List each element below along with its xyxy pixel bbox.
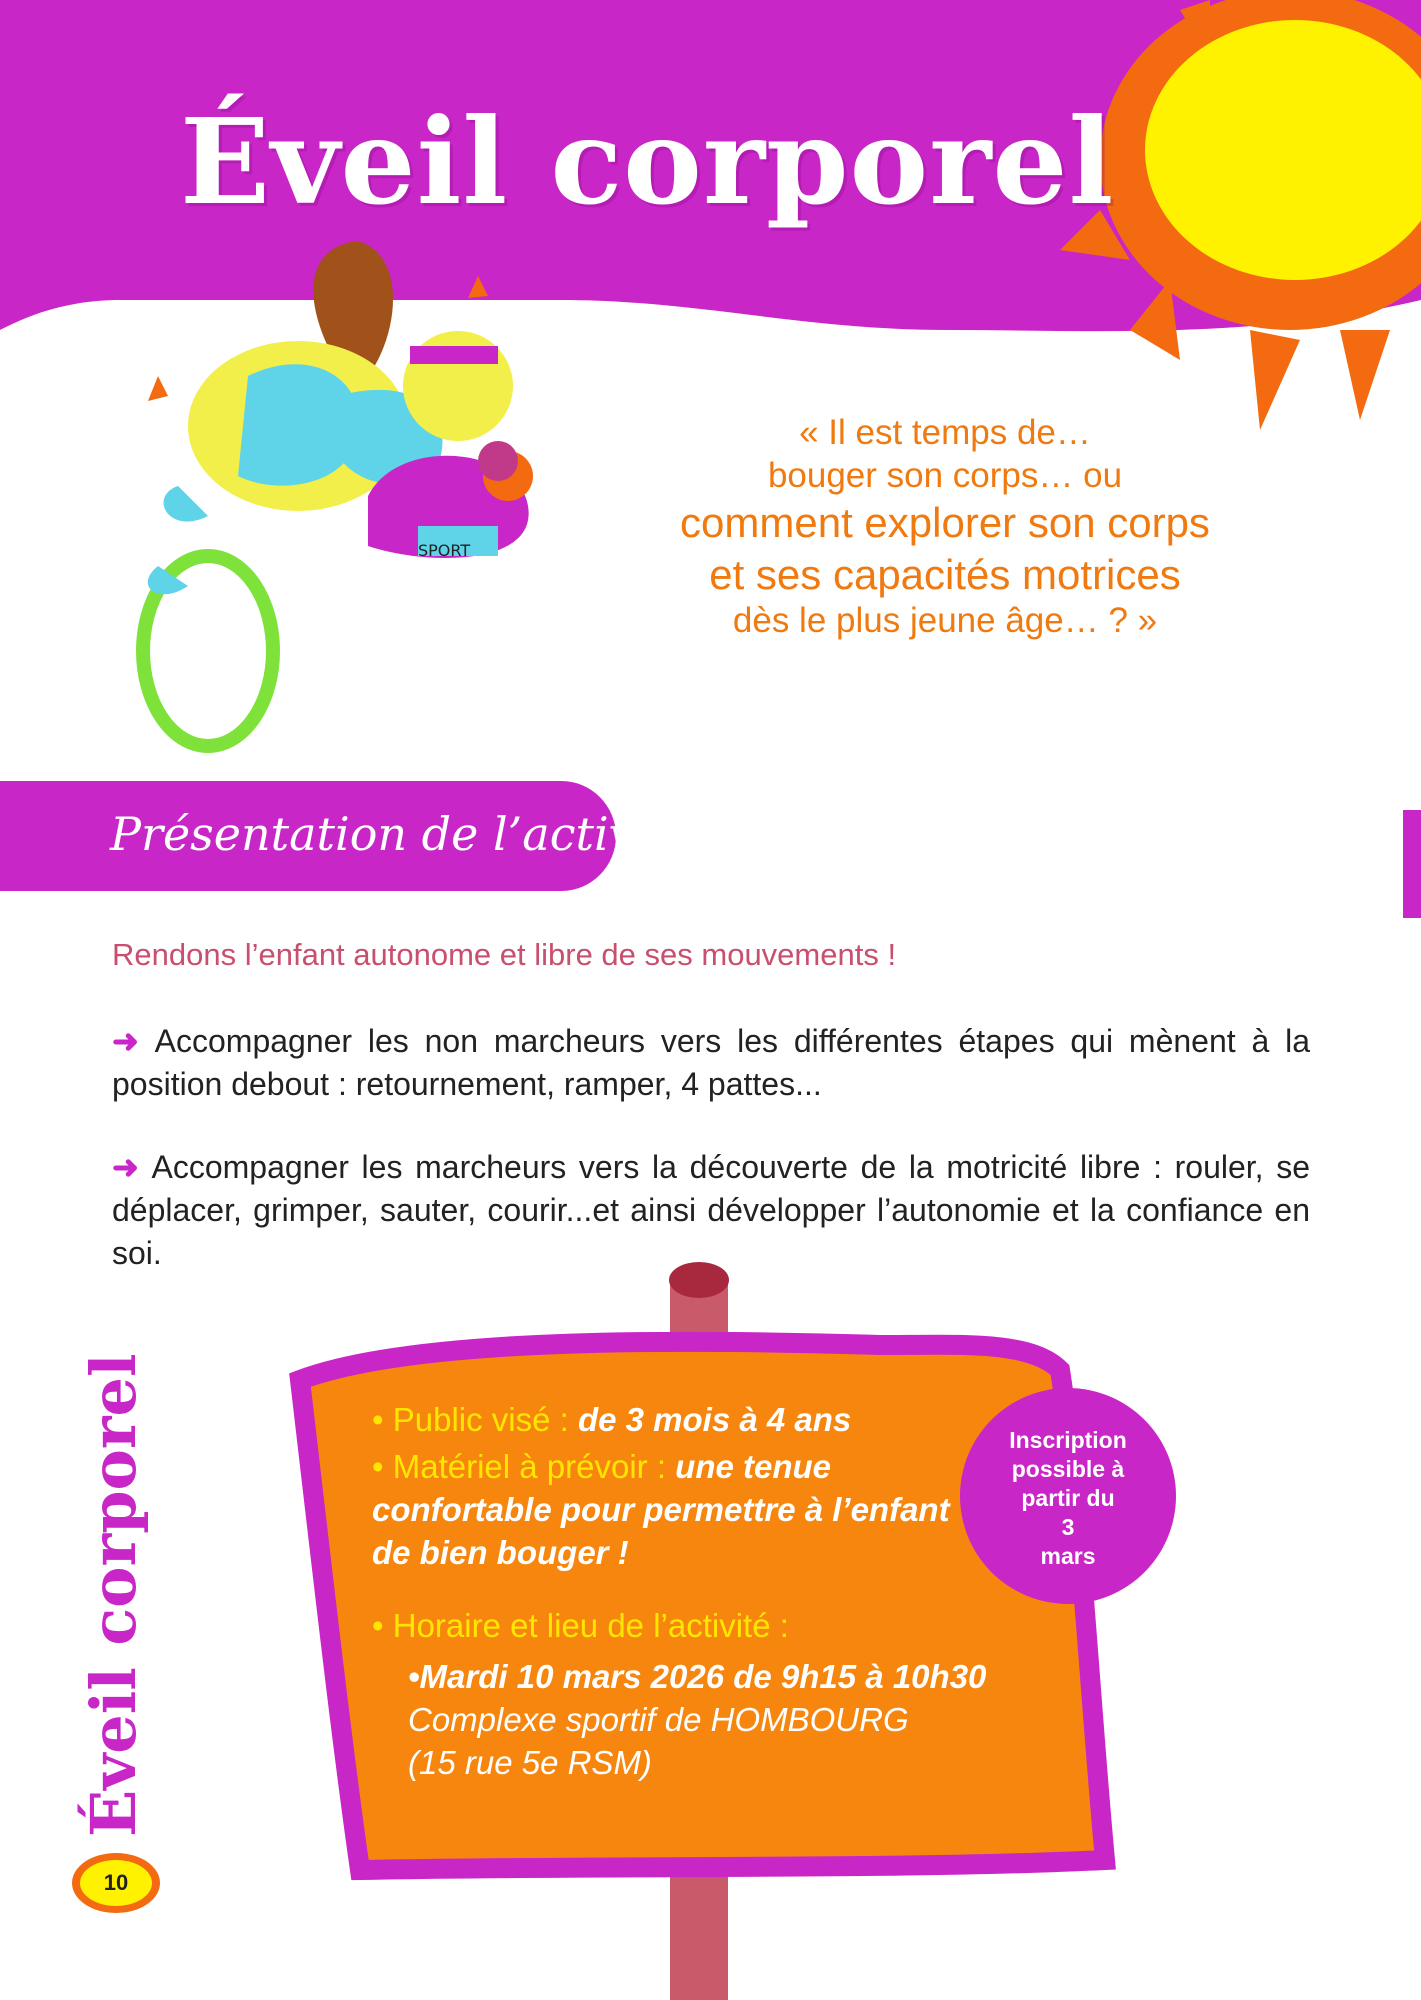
quote-line: bouger son corps… ou: [767, 455, 1123, 495]
quote-line: dès le plus jeune âge… ? »: [732, 600, 1158, 640]
side-title: Éveil corporel: [77, 1353, 150, 1837]
page-title: Éveil corporel: [180, 92, 1115, 231]
quote-line: comment explorer son corps: [680, 499, 1210, 547]
page-edge-tab: [1403, 810, 1421, 918]
intro-text: Rendons l’enfant autonome et libre de ses mouvements !: [112, 937, 897, 972]
section-title: Présentation de l’activité: [110, 807, 696, 861]
location: Complexe sportif de HOMBOURG: [408, 1701, 909, 1738]
address: (15 rue 5e RSM): [408, 1744, 652, 1781]
arrow-icon: ➜: [112, 1149, 152, 1185]
section-banner: [0, 781, 696, 891]
arrow-icon: ➜: [112, 1023, 155, 1059]
quote-line: « Il est temps de…: [799, 413, 1091, 452]
quote-line: et ses capacités motrices: [709, 550, 1181, 598]
page-number: 10: [103, 1870, 129, 1895]
paragraph: ➜ Accompagner les marcheurs vers la découverte de la motricité libre : rouler, se déplacer, grimper, sauter, courir...et ainsi développer l’autonomie et la confiance en soi.: [112, 1149, 1311, 1271]
bag-label: SPORT: [418, 541, 471, 560]
horaire-item: • Horaire et lieu de l’activité :: [372, 1607, 789, 1644]
registration-badge: Inscription possible à partir du 3 mars: [960, 1388, 1176, 1604]
activity-info: [372, 1398, 992, 1784]
date: •Mardi 10 mars 2026 de 9h15 à 10h30: [408, 1658, 987, 1695]
materiel-item: • Matériel à prévoir : une tenue confortable pour permettre à l’enfant de bien bouger !: [372, 1448, 950, 1571]
quote: [600, 412, 1290, 643]
bee-illustration: [128, 236, 568, 761]
public-item: • Public visé : de 3 mois à 4 ans: [372, 1401, 852, 1438]
paragraph: ➜ Accompagner les non marcheurs vers les différentes étapes qui mènent à la position debout : retournement, ramper, 4 pattes...: [112, 1023, 1311, 1102]
